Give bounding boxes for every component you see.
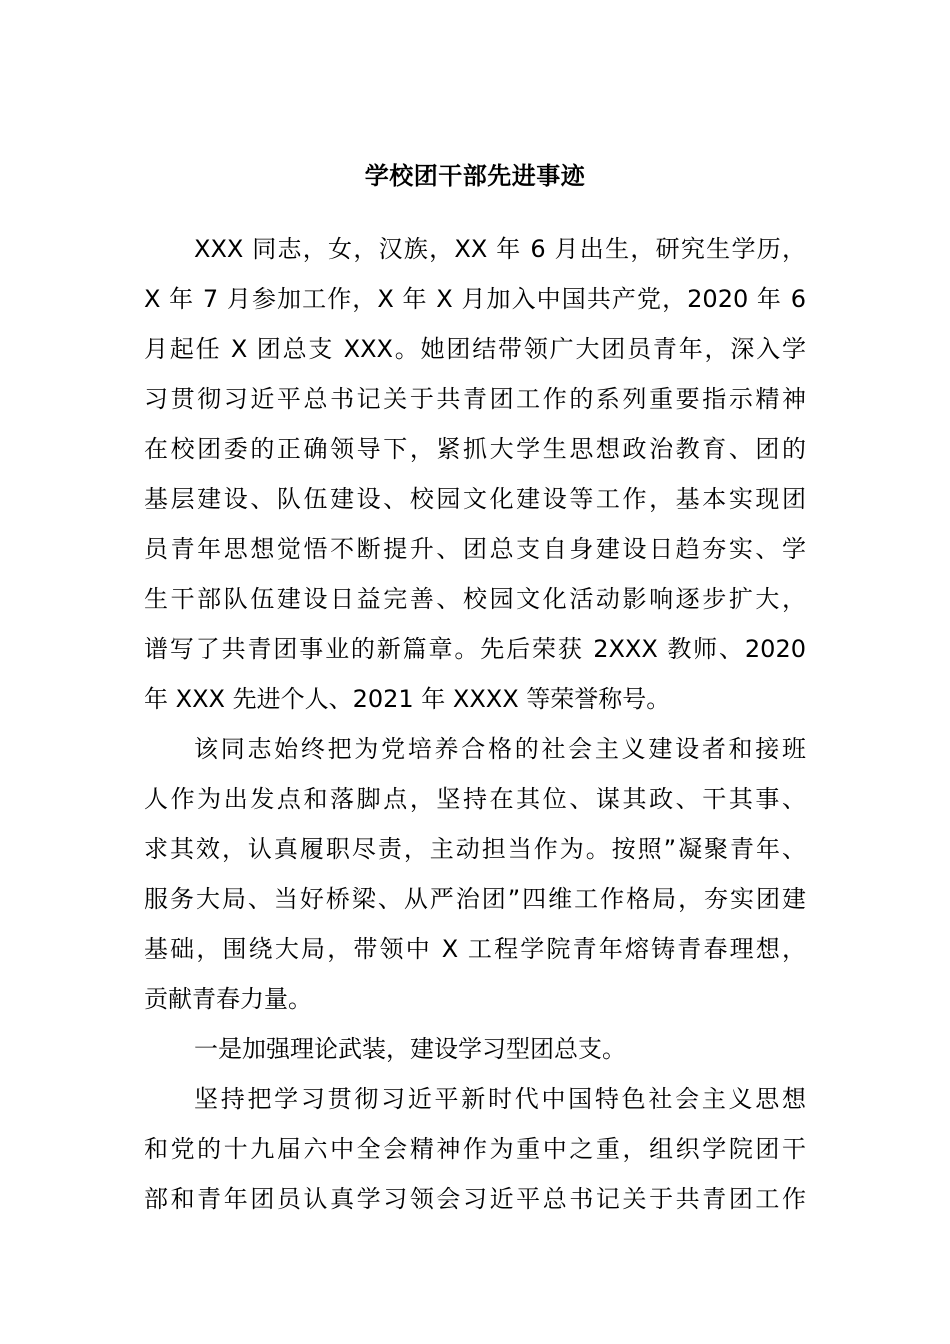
- paragraph-line: 服务大局、当好桥梁、从严治团”四维工作格局，夯实团建: [144, 885, 806, 913]
- paragraph-line: 谱写了共青团事业的新篇章。先后荣获 2XXX 教师、2020: [144, 635, 806, 663]
- paragraph-line: 部和青年团员认真学习领会习近平总书记关于共青团工作: [144, 1185, 806, 1213]
- paragraph-line: 在校团委的正确领导下，紧抓大学生思想政治教育、团的: [144, 435, 806, 463]
- paragraph-line: 该同志始终把为党培养合格的社会主义建设者和接班: [194, 735, 806, 763]
- paragraph-line: 习贯彻习近平总书记关于共青团工作的系列重要指示精神: [144, 385, 806, 413]
- paragraph-line: 月起任 X 团总支 XXX。她团结带领广大团员青年，深入学: [144, 335, 806, 363]
- paragraph-line: XXX 同志，女，汉族，XX 年 6 月出生，研究生学历，: [194, 235, 806, 263]
- paragraph-line: 人作为出发点和落脚点，坚持在其位、谋其政、干其事、: [144, 785, 806, 813]
- paragraph-line: 年 XXX 先进个人、2021 年 XXXX 等荣誉称号。: [144, 685, 671, 713]
- paragraph-line: 求其效，认真履职尽责，主动担当作为。按照”凝聚青年、: [144, 835, 806, 863]
- paragraph-line: X 年 7 月参加工作，X 年 X 月加入中国共产党，2020 年 6: [144, 285, 806, 313]
- paragraph-line: 贡献青春力量。: [144, 985, 312, 1013]
- paragraph-line: 生干部队伍建设日益完善、校园文化活动影响逐步扩大，: [144, 585, 806, 613]
- section-heading: 一是加强理论武装，建设学习型团总支。: [194, 1035, 626, 1063]
- paragraph-line: 基层建设、队伍建设、校园文化建设等工作，基本实现团: [144, 485, 806, 513]
- paragraph-line: 坚持把学习贯彻习近平新时代中国特色社会主义思想: [194, 1085, 806, 1113]
- paragraph-line: 员青年思想觉悟不断提升、团总支自身建设日趋夯实、学: [144, 535, 806, 563]
- document-body: [144, 224, 806, 1224]
- paragraph-line: 和党的十九届六中全会精神作为重中之重，组织学院团干: [144, 1135, 806, 1163]
- document-title: 学校团干部先进事迹: [364, 162, 586, 190]
- paragraph-line: 基础，围绕大局，带领中 X 工程学院青年熔铸青春理想，: [144, 935, 806, 963]
